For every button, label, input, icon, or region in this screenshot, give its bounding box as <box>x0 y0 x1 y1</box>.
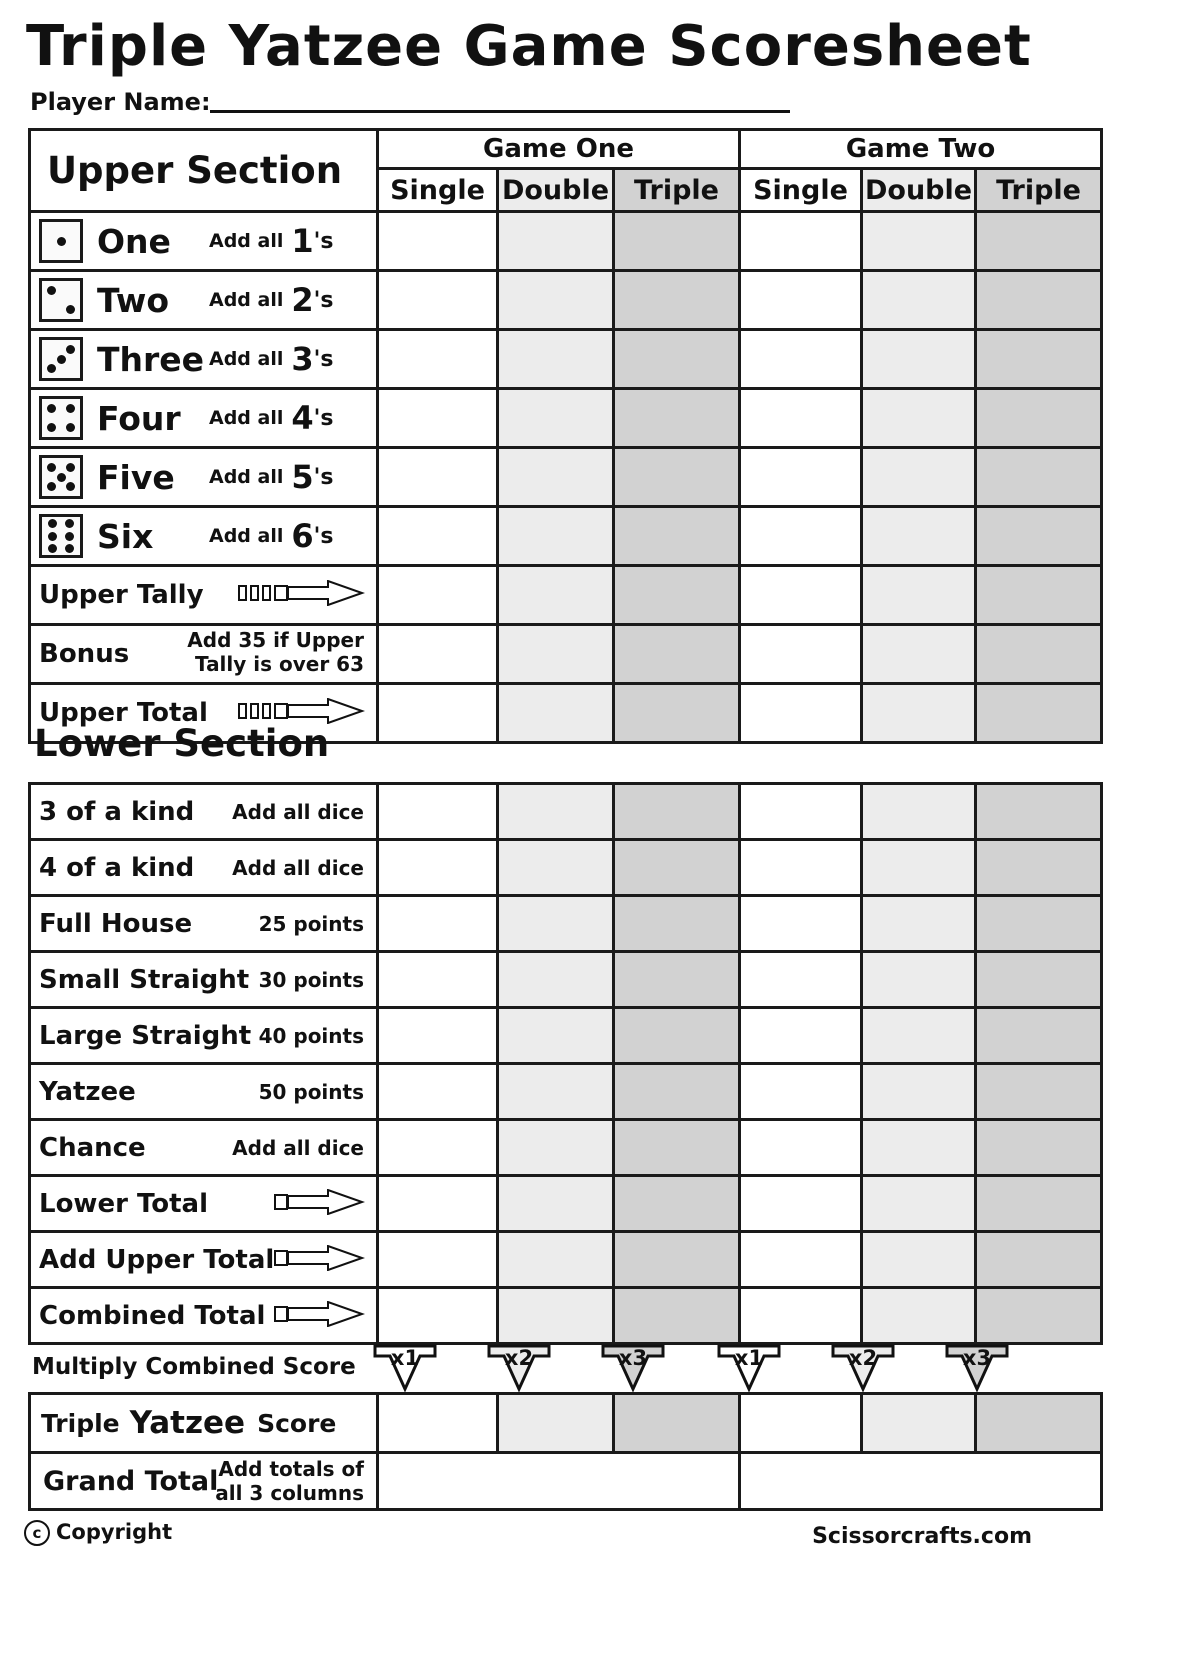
score-cell[interactable] <box>862 507 976 566</box>
score-cell[interactable] <box>862 448 976 507</box>
grand-total-hint: Add totals of all 3 columns <box>215 1457 364 1505</box>
row-name: Large Straight <box>39 1020 252 1051</box>
col-header-triple: Triple <box>614 169 740 212</box>
row-suffix: 's <box>313 228 334 254</box>
score-cell[interactable] <box>862 784 976 840</box>
col-header-single: Single <box>740 169 862 212</box>
score-cell[interactable] <box>378 1120 498 1176</box>
row-number: 6 <box>291 517 314 555</box>
score-cell[interactable] <box>976 1176 1102 1232</box>
game-one-header: Game One <box>378 130 740 169</box>
score-cell[interactable] <box>740 212 862 271</box>
score-cell[interactable] <box>976 1064 1102 1120</box>
arrow-icon <box>274 1245 366 1271</box>
lower-row-label <box>30 1120 378 1176</box>
score-cell[interactable] <box>740 389 862 448</box>
row-hint: Add all <box>209 466 284 488</box>
row-hint: Add all dice <box>232 799 364 824</box>
score-cell[interactable] <box>976 896 1102 952</box>
upper-row-label <box>30 389 378 448</box>
row-hint: Add all <box>209 348 284 370</box>
multiplier-label: x2 <box>504 1346 534 1370</box>
score-cell[interactable] <box>378 784 498 840</box>
score-cell[interactable] <box>498 330 614 389</box>
lower-row-label <box>30 1008 378 1064</box>
row-suffix: 's <box>313 346 334 372</box>
score-cell[interactable] <box>862 1394 976 1453</box>
multiplier-label: x1 <box>734 1346 764 1370</box>
score-cell[interactable] <box>614 448 740 507</box>
upper-section-table <box>28 128 1103 744</box>
score-cell[interactable] <box>740 1008 862 1064</box>
score-cell[interactable] <box>976 271 1102 330</box>
multiplier-arrow-icon <box>830 1344 896 1392</box>
score-cell[interactable] <box>614 1008 740 1064</box>
die-5-icon <box>39 455 83 499</box>
multiplier-label: x1 <box>390 1346 420 1370</box>
score-cell[interactable] <box>740 1288 862 1344</box>
score-cell[interactable] <box>740 952 862 1008</box>
col-header-double: Double <box>862 169 976 212</box>
score-cell[interactable] <box>740 625 862 684</box>
row-name: One <box>97 221 171 261</box>
score-cell[interactable] <box>976 507 1102 566</box>
row-name: Upper Total <box>39 698 208 728</box>
score-cell[interactable] <box>976 1288 1102 1344</box>
score-cell[interactable] <box>378 389 498 448</box>
score-cell[interactable] <box>862 896 976 952</box>
row-name: Bonus <box>39 639 130 669</box>
row-number: 2 <box>291 281 314 319</box>
row-name: 4 of a kind <box>39 852 195 883</box>
score-cell[interactable] <box>614 1176 740 1232</box>
score-cell[interactable] <box>740 784 862 840</box>
lower-row-label <box>30 1064 378 1120</box>
multiplier-label: x2 <box>848 1346 878 1370</box>
row-hint: Add all <box>209 230 284 252</box>
score-cell[interactable] <box>498 784 614 840</box>
page-title: Triple Yatzee Game Scoresheet <box>26 14 1032 79</box>
score-cell[interactable] <box>976 389 1102 448</box>
score-cell[interactable] <box>614 1064 740 1120</box>
score-cell[interactable] <box>378 1008 498 1064</box>
col-header-single: Single <box>378 169 498 212</box>
score-cell[interactable] <box>862 840 976 896</box>
score-cell[interactable] <box>614 507 740 566</box>
row-suffix: 's <box>313 523 334 549</box>
score-cell[interactable] <box>862 1288 976 1344</box>
row-hint: Add all dice <box>232 855 364 880</box>
score-cell[interactable] <box>976 1008 1102 1064</box>
row-name: Full House <box>39 908 193 939</box>
game-two-header: Game Two <box>740 130 1102 169</box>
multiplier-label: x3 <box>962 1346 992 1370</box>
row-hint: 40 points <box>258 1023 364 1048</box>
upper-row-label <box>30 448 378 507</box>
row-suffix: 's <box>313 464 334 490</box>
player-name-label: Player Name: <box>30 88 211 116</box>
score-cell[interactable] <box>614 566 740 625</box>
die-6-icon <box>39 514 83 558</box>
triple-yatzee-score-label <box>30 1394 378 1453</box>
grand-total-game-one-cell[interactable] <box>378 1453 740 1510</box>
bonus-label <box>30 625 378 684</box>
row-name: Small Straight <box>39 964 250 995</box>
score-cell[interactable] <box>740 330 862 389</box>
upper-row-label <box>30 507 378 566</box>
score-cell[interactable] <box>976 625 1102 684</box>
row-name: Upper Tally <box>39 580 204 610</box>
lower-section-title: Lower Section <box>34 722 330 765</box>
score-cell[interactable] <box>740 896 862 952</box>
score-cell[interactable] <box>614 271 740 330</box>
score-cell[interactable] <box>740 271 862 330</box>
final-score-table <box>28 1392 1103 1511</box>
score-cell[interactable] <box>614 952 740 1008</box>
score-cell[interactable] <box>862 389 976 448</box>
score-cell[interactable] <box>862 1008 976 1064</box>
score-cell[interactable] <box>614 625 740 684</box>
arrow-icon <box>274 1301 366 1327</box>
score-cell[interactable] <box>498 1288 614 1344</box>
score-cell[interactable] <box>378 330 498 389</box>
row-hint: 50 points <box>258 1079 364 1104</box>
score-cell[interactable] <box>498 1176 614 1232</box>
score-cell[interactable] <box>614 1288 740 1344</box>
score-cell[interactable] <box>378 212 498 271</box>
score-cell[interactable] <box>614 840 740 896</box>
score-cell[interactable] <box>740 1120 862 1176</box>
lower-row-label <box>30 784 378 840</box>
score-cell[interactable] <box>976 840 1102 896</box>
score-cell[interactable] <box>614 330 740 389</box>
row-name: Yatzee <box>39 1076 136 1107</box>
multiplier-arrow-icon <box>600 1344 666 1392</box>
score-cell[interactable] <box>862 1120 976 1176</box>
row-name: 3 of a kind <box>39 796 195 827</box>
score-cell[interactable] <box>862 212 976 271</box>
score-cell[interactable] <box>976 566 1102 625</box>
combined-total-label <box>30 1288 378 1344</box>
score-cell[interactable] <box>378 1176 498 1232</box>
score-cell[interactable] <box>862 1176 976 1232</box>
triple-score-main: Yatzee <box>129 1405 246 1441</box>
multiplier-arrow-icon <box>372 1344 438 1392</box>
die-3-icon <box>39 337 83 381</box>
player-name-field[interactable] <box>210 110 790 113</box>
die-4-icon <box>39 396 83 440</box>
die-2-icon <box>39 278 83 322</box>
score-cell[interactable] <box>498 507 614 566</box>
score-cell[interactable] <box>862 566 976 625</box>
col-header-double: Double <box>498 169 614 212</box>
score-cell[interactable] <box>498 625 614 684</box>
score-cell[interactable] <box>740 507 862 566</box>
score-cell[interactable] <box>378 896 498 952</box>
score-cell[interactable] <box>378 507 498 566</box>
row-name: Combined Total <box>39 1300 266 1331</box>
add-upper-total-label <box>30 1232 378 1288</box>
score-cell[interactable] <box>378 625 498 684</box>
arrow-icon <box>238 580 366 606</box>
score-cell[interactable] <box>614 1232 740 1288</box>
score-cell[interactable] <box>740 1394 862 1453</box>
copyright: c Copyright <box>24 1520 172 1546</box>
row-hint: 25 points <box>258 911 364 936</box>
score-cell[interactable] <box>378 448 498 507</box>
score-cell[interactable] <box>498 896 614 952</box>
row-name: Two <box>97 280 170 320</box>
grand-total-game-two-cell[interactable] <box>740 1453 1102 1510</box>
score-cell[interactable] <box>862 625 976 684</box>
lower-total-label <box>30 1176 378 1232</box>
lower-section-table <box>28 782 1103 1345</box>
row-name: Chance <box>39 1132 146 1163</box>
upper-row-label <box>30 271 378 330</box>
row-hint: Add all <box>209 525 284 547</box>
upper-row-label <box>30 330 378 389</box>
score-cell[interactable] <box>378 1394 498 1453</box>
score-cell[interactable] <box>740 840 862 896</box>
score-cell[interactable] <box>614 784 740 840</box>
row-hint: 30 points <box>258 967 364 992</box>
grand-total-label <box>30 1453 378 1510</box>
row-number: 5 <box>291 458 314 496</box>
score-cell[interactable] <box>378 566 498 625</box>
score-cell[interactable] <box>378 271 498 330</box>
score-cell[interactable] <box>378 1288 498 1344</box>
triple-score-pre: Triple <box>41 1408 120 1438</box>
lower-row-label <box>30 952 378 1008</box>
upper-row-label <box>30 212 378 271</box>
arrow-icon <box>238 698 366 724</box>
score-cell[interactable] <box>614 1394 740 1453</box>
score-cell[interactable] <box>498 840 614 896</box>
score-cell[interactable] <box>614 1120 740 1176</box>
score-cell[interactable] <box>740 1176 862 1232</box>
score-cell[interactable] <box>378 952 498 1008</box>
grand-total-text: Grand Total <box>43 1465 219 1497</box>
score-cell[interactable] <box>976 1232 1102 1288</box>
multiplier-arrow-icon <box>944 1344 1010 1392</box>
score-cell[interactable] <box>498 389 614 448</box>
score-cell[interactable] <box>740 448 862 507</box>
multiply-label: Multiply Combined Score <box>32 1354 356 1380</box>
score-cell[interactable] <box>498 448 614 507</box>
score-cell[interactable] <box>498 1064 614 1120</box>
triple-score-post: Score <box>257 1408 337 1438</box>
score-cell[interactable] <box>976 212 1102 271</box>
score-cell[interactable] <box>614 896 740 952</box>
score-cell[interactable] <box>740 684 862 743</box>
die-1-icon <box>39 219 83 263</box>
row-name: Add Upper Total <box>39 1244 275 1275</box>
score-cell[interactable] <box>976 448 1102 507</box>
score-cell[interactable] <box>498 1120 614 1176</box>
row-number: 1 <box>291 222 314 260</box>
lower-row-label <box>30 840 378 896</box>
score-cell[interactable] <box>614 389 740 448</box>
score-cell[interactable] <box>498 684 614 743</box>
row-name: Four <box>97 398 181 438</box>
row-name: Lower Total <box>39 1188 208 1219</box>
row-name: Six <box>97 516 154 556</box>
score-cell[interactable] <box>498 1394 614 1453</box>
score-cell[interactable] <box>378 1232 498 1288</box>
col-header-triple: Triple <box>976 169 1102 212</box>
row-number: 4 <box>291 399 314 437</box>
score-cell[interactable] <box>740 1232 862 1288</box>
score-cell[interactable] <box>498 212 614 271</box>
score-cell[interactable] <box>498 1232 614 1288</box>
site-link[interactable]: Scissorcrafts.com <box>812 1524 1032 1549</box>
row-hint: Add all dice <box>232 1135 364 1160</box>
score-cell[interactable] <box>498 1008 614 1064</box>
lower-row-label <box>30 896 378 952</box>
score-cell[interactable] <box>498 952 614 1008</box>
score-cell[interactable] <box>740 566 862 625</box>
score-cell[interactable] <box>976 952 1102 1008</box>
score-cell[interactable] <box>976 1394 1102 1453</box>
score-cell[interactable] <box>862 271 976 330</box>
arrow-icon <box>274 1189 366 1215</box>
row-hint: Add 35 if Upper Tally is over 63 <box>187 628 364 676</box>
score-cell[interactable] <box>740 1064 862 1120</box>
score-cell[interactable] <box>862 952 976 1008</box>
row-name: Three <box>97 339 205 379</box>
score-cell[interactable] <box>614 212 740 271</box>
score-cell[interactable] <box>976 784 1102 840</box>
row-hint: Add all <box>209 407 284 429</box>
score-cell[interactable] <box>498 271 614 330</box>
score-cell[interactable] <box>498 566 614 625</box>
score-cell[interactable] <box>976 684 1102 743</box>
multiplier-arrow-icon <box>486 1344 552 1392</box>
score-cell[interactable] <box>378 840 498 896</box>
upper-section-title: Upper Section <box>30 130 378 212</box>
row-number: 3 <box>291 340 314 378</box>
multiplier-arrow-icon <box>716 1344 782 1392</box>
score-cell[interactable] <box>378 684 498 743</box>
score-cell[interactable] <box>862 1064 976 1120</box>
row-name: Five <box>97 457 175 497</box>
score-cell[interactable] <box>614 684 740 743</box>
score-cell[interactable] <box>862 1232 976 1288</box>
row-suffix: 's <box>313 287 334 313</box>
score-cell[interactable] <box>976 330 1102 389</box>
upper-tally-label <box>30 566 378 625</box>
copyright-icon: c <box>24 1520 50 1546</box>
row-suffix: 's <box>313 405 334 431</box>
score-cell[interactable] <box>862 684 976 743</box>
multiplier-label: x3 <box>618 1346 648 1370</box>
score-cell[interactable] <box>976 1120 1102 1176</box>
score-cell[interactable] <box>378 1064 498 1120</box>
score-cell[interactable] <box>862 330 976 389</box>
row-hint: Add all <box>209 289 284 311</box>
